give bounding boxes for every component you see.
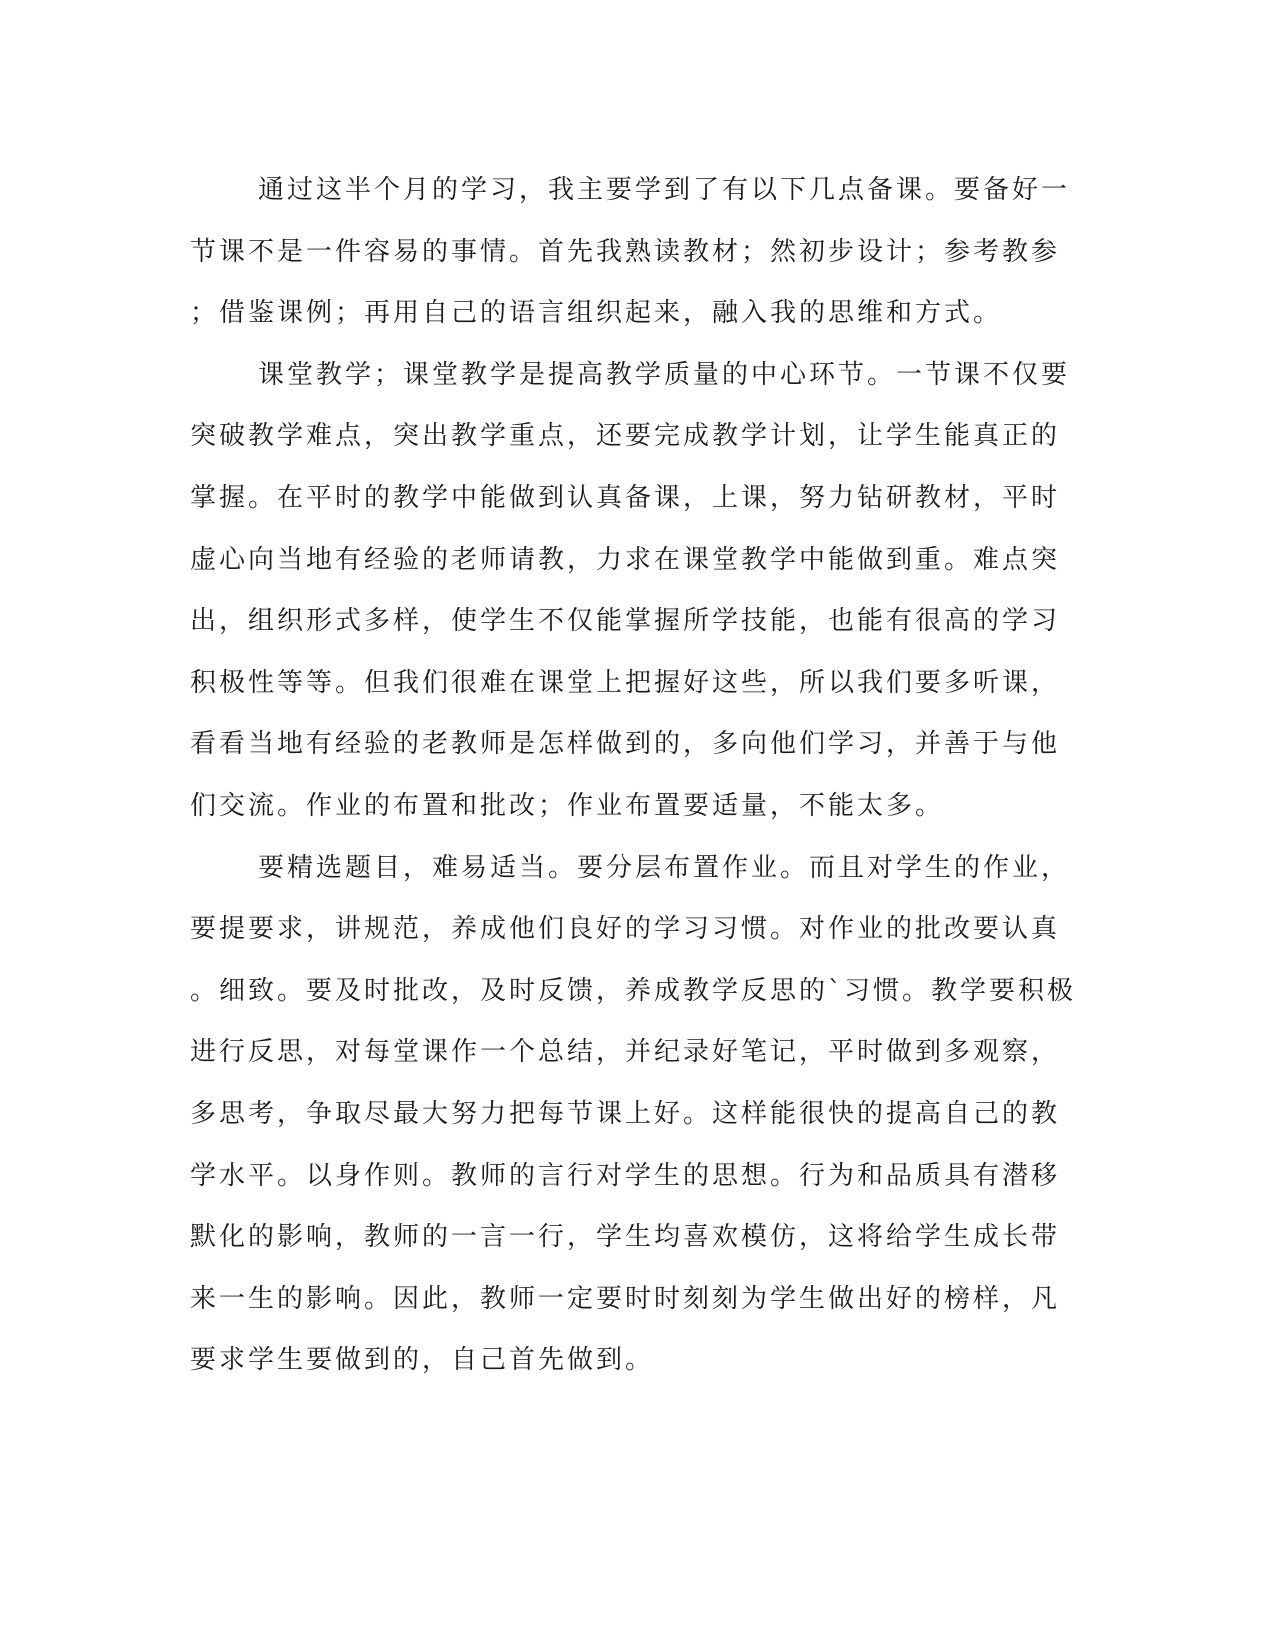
text-line: 学水平。以身作则。教师的言行对学生的思想。行为和品质具有潜移 <box>190 1160 1061 1191</box>
text-line: 看看当地有经验的老教师是怎样做到的，多向他们学习，并善于与他 <box>190 729 1061 760</box>
text-line: 来一生的影响。因此，教师一定要时时刻刻为学生做出好的榜样，凡 <box>190 1283 1061 1314</box>
document-body <box>190 160 1075 1392</box>
text-line: 出，组织形式多样，使学生不仅能掌握所学技能，也能有很高的学习 <box>190 606 1061 637</box>
text-line: 突破教学难点，突出教学重点，还要完成教学计划，让学生能真正的 <box>190 421 1061 452</box>
text-line: 要精选题目，难易适当。要分层布置作业。而且对学生的作业， <box>258 852 1071 883</box>
text-line: 积极性等等。但我们很难在课堂上把握好这些，所以我们要多听课， <box>190 667 1061 698</box>
text-line: 通过这半个月的学习，我主要学到了有以下几点备课。要备好一 <box>258 175 1071 205</box>
text-line: 们交流。作业的布置和批改；作业布置要适量，不能太多。 <box>190 790 945 821</box>
text-line: 。细致。要及时批改，及时反馈，养成教学反思的`习惯。教学要积极 <box>190 975 1077 1006</box>
text-line: 默化的影响，教师的一言一行，学生均喜欢模仿，这将给学生成长带 <box>190 1222 1061 1253</box>
paragraph-2 <box>190 345 1075 838</box>
text-line: 要求学生要做到的，自己首先做到。 <box>190 1345 655 1376</box>
text-line: 多思考，争取尽最大努力把每节课上好。这样能很快的提高自己的教 <box>190 1098 1061 1129</box>
paragraph-3 <box>190 838 1075 1392</box>
paragraph-1 <box>190 160 1075 345</box>
text-line: 虚心向当地有经验的老师请教，力求在课堂教学中能做到重。难点突 <box>190 544 1061 575</box>
text-line: 进行反思，对每堂课作一个总结，并纪录好笔记，平时做到多观察， <box>190 1037 1061 1068</box>
text-line: 要提要求，讲规范，养成他们良好的学习习惯。对作业的批改要认真 <box>190 914 1061 945</box>
text-line: 节课不是一件容易的事情。首先我熟读教材；然初步设计；参考教参 <box>190 236 1061 267</box>
text-line: 掌握。在平时的教学中能做到认真备课，上课，努力钻研教材，平时 <box>190 482 1061 513</box>
text-line: 课堂教学；课堂教学是提高教学质量的中心环节。一节课不仅要 <box>258 359 1071 390</box>
text-line: ；借鉴课例；再用自己的语言组织起来，融入我的思维和方式。 <box>190 298 1003 329</box>
